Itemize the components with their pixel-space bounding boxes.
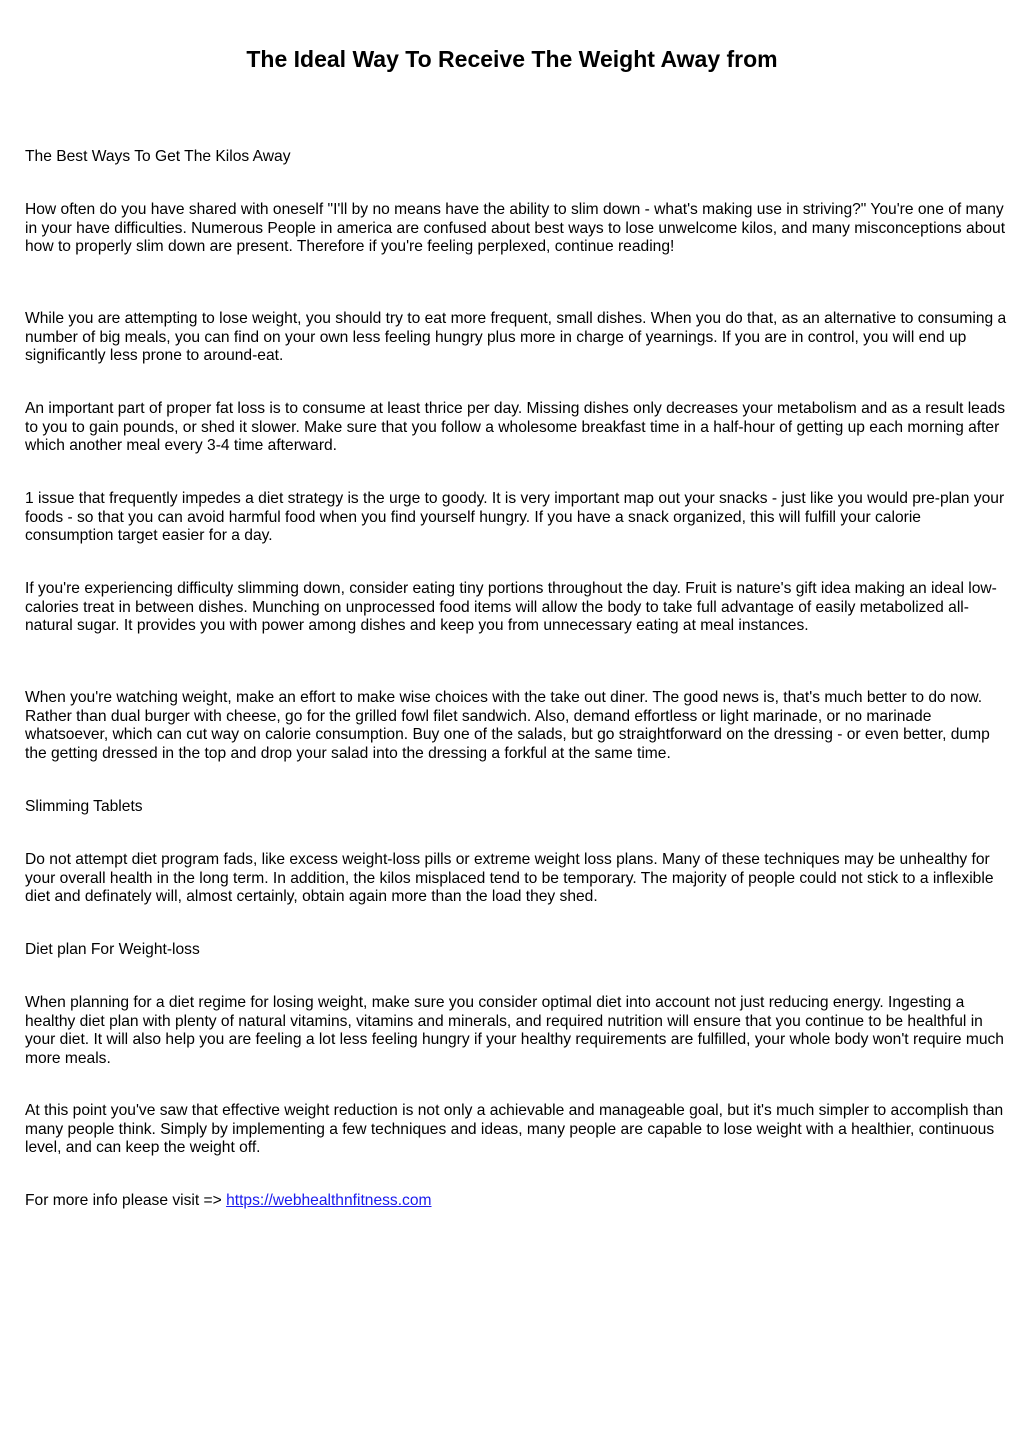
footer-more-info bbox=[25, 1192, 1010, 1211]
paragraph-optimal-diet: When planning for a diet regime for losing weight, make sure you consider optimal diet into account not just reducing energy. Ingesting a healthy diet plan with plenty of natural vitamins, vitamins and minerals, and required nutrition will ensure that you continue to be healthful in your diet. It will also help you are feeling a lot less feeling hungry if your healthy requirements are fulfilled, your whole body won't require much more meals. bbox=[25, 994, 1004, 1067]
paragraph-conclusion: At this point you've saw that effective weight reduction is not only a achievable and manageable goal, but it's much simpler to accomplish than many people think. Simply by implementing a few techniques and ideas, many people are capable to lose weight with a healthier, continuous level, and can keep the weight off. bbox=[25, 1102, 1004, 1156]
paragraph-small-dishes: While you are attempting to lose weight, you should try to eat more frequent, small dishes. When you do that, as an alternative to consuming a number of big meals, you can find on your own less feeling hungry plus more in charge of yearnings. If you are in control, you will end up significantly less prone to around-eat. bbox=[25, 310, 1007, 364]
section-heading-best-ways: The Best Ways To Get The Kilos Away bbox=[25, 148, 291, 165]
section-heading-slimming-tablets: Slimming Tablets bbox=[25, 798, 143, 815]
paragraph-three-meals: An important part of proper fat loss is to consume at least thrice per day. Missing dishes only decreases your metabolism and as a result leads to you to gain pounds, or shed it slower. Make sure that you follow a wholesome breakfast time in a half-hour of getting up each morning after which another meal every 3-4 time afterward. bbox=[25, 400, 1005, 454]
paragraph-take-out: When you're watching weight, make an effort to make wise choices with the take out diner. The good news is, that's much better to do now. Rather than dual burger with cheese, go for the grilled fowl filet sandwich. Also, demand effortless or light marinade, or no marinade whatsoever, which can cut way on calorie consumption. Buy one of the salads, but go straightforward on the dressing - or even better, dump the getting dressed in the top and drop your salad into the dressing a forkful at the same time. bbox=[25, 689, 990, 762]
paragraph-diet-fads: Do not attempt diet program fads, like excess weight-loss pills or extreme weight loss plans. Many of these techniques may be unhealthy for your overall health in the long term. In addition, the kilos misplaced tend to be temporary. The majority of people could not stick to a inflexible diet and definately will, almost certainly, obtain again more than the load they shed. bbox=[25, 851, 994, 905]
paragraph-fruit: If you're experiencing difficulty slimming down, consider eating tiny portions throughout the day. Fruit is nature's gift idea making an ideal low-calories treat in between dishes. Munching on unprocessed food items will allow the body to take full advantage of easily metabolized all-natural sugar. It provides you with power among dishes and keep you from unnecessary eating at meal instances. bbox=[25, 580, 997, 634]
paragraph-intro: How often do you have shared with oneself "I'll by no means have the ability to slim down - what's making use in striving?" You're one of many in your have difficulties. Numerous People in america are confused about best ways to lose unwelcome kilos, and many misconceptions about how to properly slim down are present. Therefore if you're feeling perplexed, continue reading! bbox=[25, 201, 1006, 255]
document-title: The Ideal Way To Receive The Weight Away from bbox=[246, 46, 778, 72]
paragraph-snacks: 1 issue that frequently impedes a diet strategy is the urge to goody. It is very important map out your snacks - just like you would pre-plan your foods - so that you can avoid harmful food when you find yourself hungry. If you have a snack organized, this will fulfill your calorie consumption target easier for a day. bbox=[25, 490, 1005, 544]
footer-prefix: For more info please visit => bbox=[25, 1192, 227, 1209]
footer-website-link[interactable]: https://webhealthnfitness.com bbox=[226, 1192, 432, 1209]
section-heading-diet-plan: Diet plan For Weight-loss bbox=[25, 941, 200, 958]
